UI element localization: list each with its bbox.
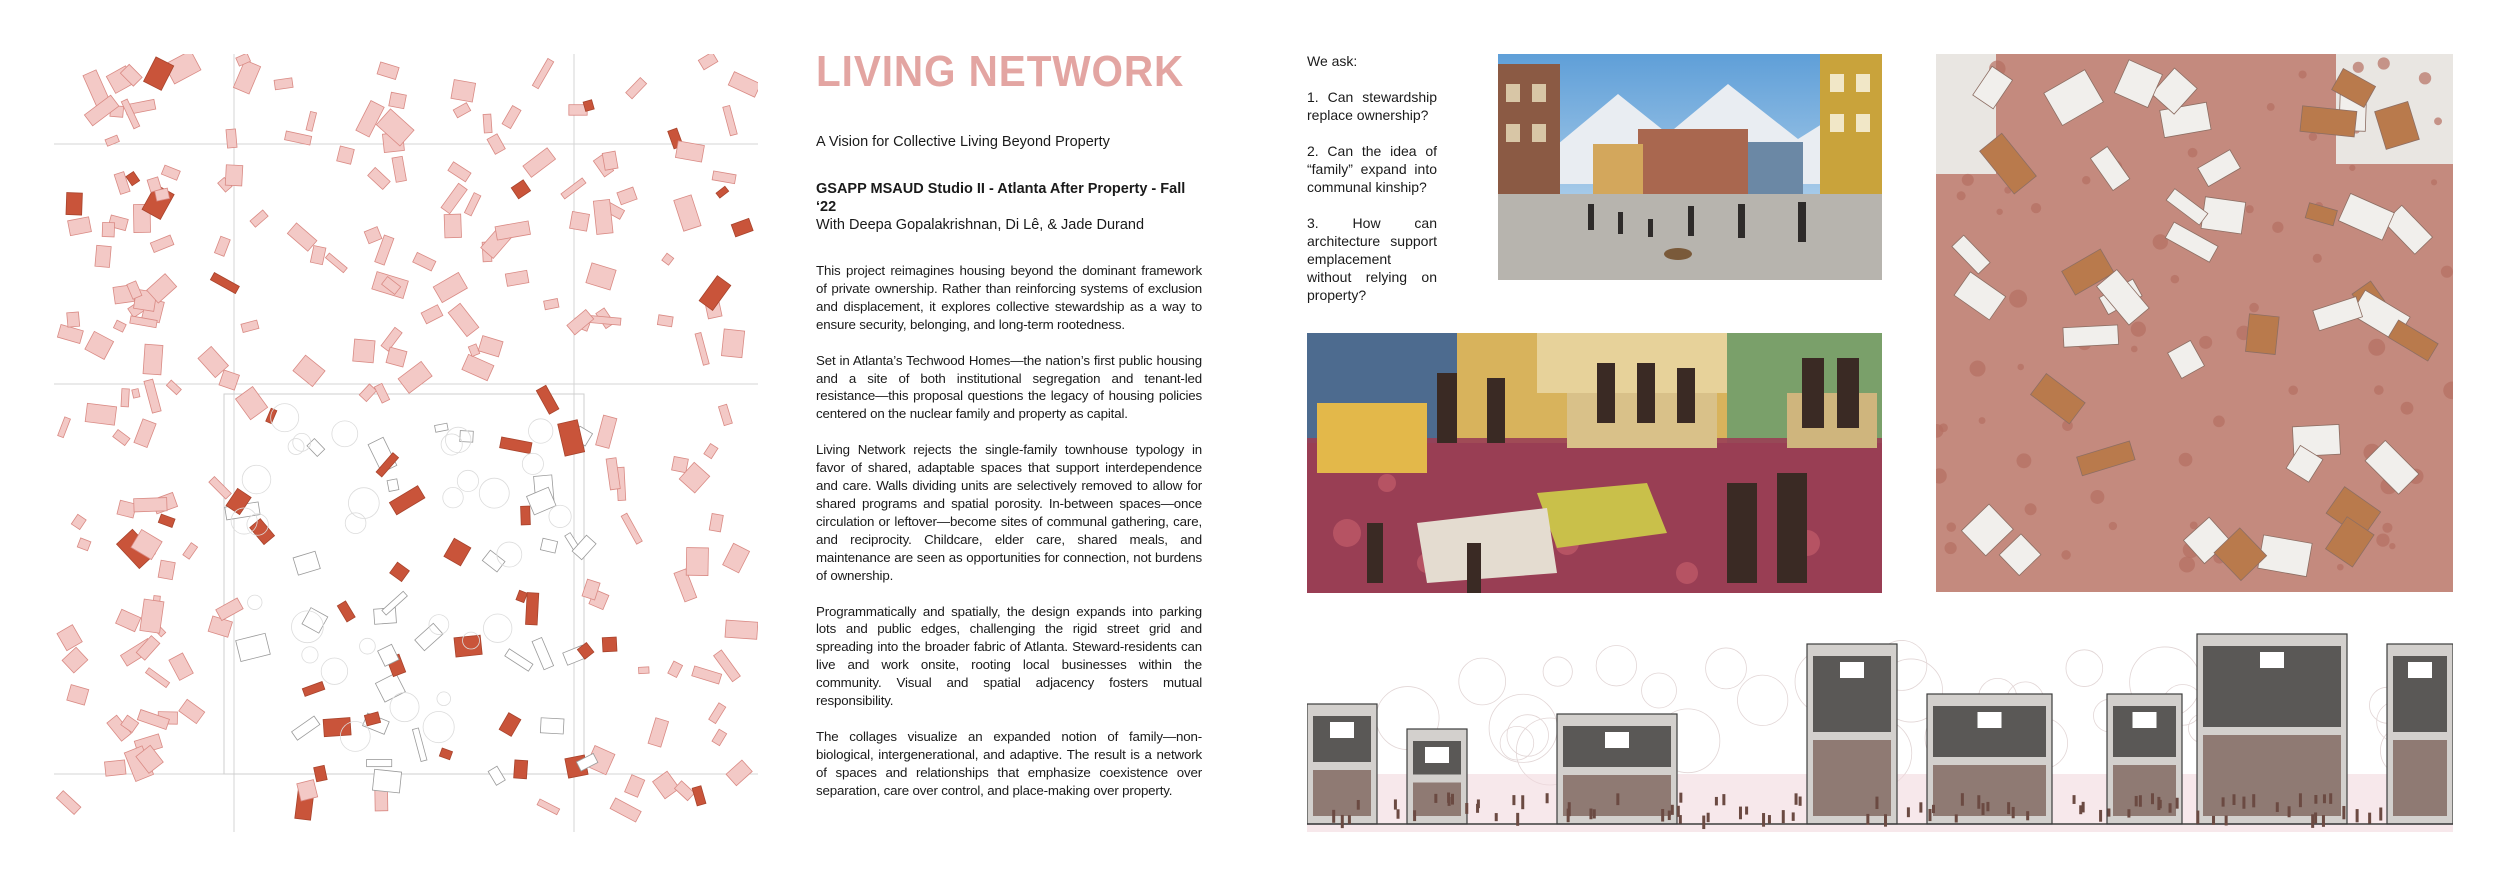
questions-intro: We ask: — [1307, 53, 1358, 69]
interior-collage-image — [1307, 333, 1882, 593]
question-item: 2. Can the idea of “family” expand into communal kinship? — [1307, 143, 1437, 195]
paragraph: Programmatically and spatially, the design expands into parking lots and public edges, challenging the rigid street grid and spreading into the broader fabric of Atlanta. Steward-residents can live and work onsite, rooting local businesses within the community. Visual and spatial adjacency fosters mutual responsibility. — [816, 603, 1202, 709]
street-collage-image — [1498, 54, 1882, 280]
questions-block — [1307, 52, 1437, 304]
site-plan-drawing — [54, 54, 758, 832]
paragraph: This project reimagines housing beyond the dominant framework of private ownership. Rather than reinforcing systems of exclusion and displacement, it explores collective stewardship as a way to ensure security, belonging, and long-term rootedness. — [816, 263, 1202, 332]
collaborators-credit: With Deepa Gopalakrishnan, Di Lê, & Jade Durand — [816, 217, 1145, 233]
studio-credit: GSAPP MSAUD Studio II - Atlanta After Property - Fall ‘22 — [816, 181, 1186, 215]
body-text — [816, 262, 1202, 800]
section-elevation-drawing — [1307, 624, 2453, 832]
question-item: 1. Can stewardship replace ownership? — [1307, 89, 1437, 123]
page-subtitle: A Vision for Collective Living Beyond Property — [816, 134, 1110, 150]
courtyard-plan-drawing — [1936, 54, 2453, 592]
question-item: 3. How can architecture support emplacement without relying on property? — [1307, 215, 1437, 303]
site-plan-svg — [54, 54, 758, 832]
paragraph: Set in Atlanta’s Techwood Homes—the nation’s first public housing and a site of both institutional segregation and tenant-led resistance—this proposal questions the legacy of housing policies centered on the nuclear family and property as capital. — [816, 352, 1202, 422]
paragraph: Living Network rejects the single-family townhouse typology in favor of shared, adaptable spaces that support interdependence and care. Walls dividing units are selectively removed to allow for shared programs and spatial porosity. In-between spaces—once circulation or leftover—become sites of communal gathering, care, and reciprocity. Childcare, elder care, shared meals, and maintenance are seen as opportunities for connection, not burdens of ownership. — [816, 442, 1202, 583]
text-column — [816, 47, 1202, 818]
paragraph: The collages visualize an expanded notion of family—non-biological, intergenerational, and adaptive. The result is a network of spaces and relationships that emphasize coexistence over separation, care over control, and place-making over property. — [816, 728, 1202, 798]
page-title: LIVING NETWORK — [816, 47, 1185, 96]
